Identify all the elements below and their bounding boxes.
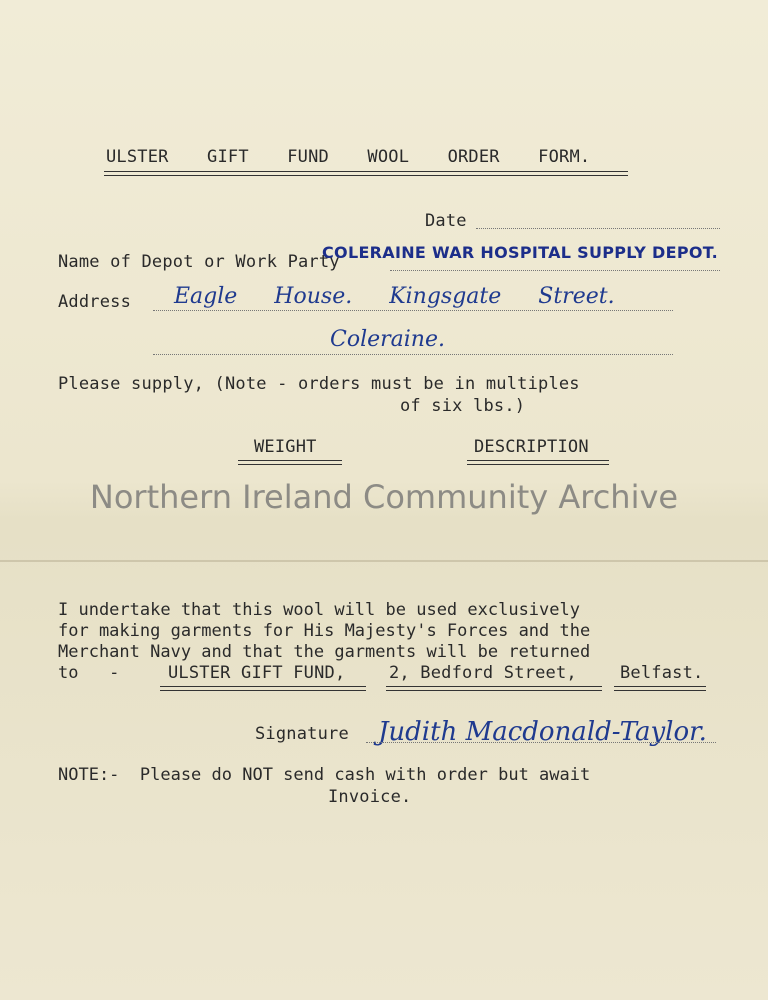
note-line-2: Invoice. [328,787,412,807]
description-heading: DESCRIPTION [474,437,589,457]
return-underline-fund-2 [160,690,366,691]
undertake-line-1: I undertake that this wool will be used exclusively [58,600,580,620]
supply-line-2: of six lbs.) [400,396,526,416]
form-title: ULSTER GIFT FUND WOOL ORDER FORM. [106,147,591,167]
return-underline-city-2 [614,690,706,691]
weight-heading: WEIGHT [254,437,317,457]
address-dotted-2 [153,354,673,355]
supply-line-1: Please supply, (Note - orders must be in multiples [58,374,580,394]
address-label: Address [58,292,132,312]
note-line-1: NOTE:- Please do NOT send cash with order but await [58,765,591,785]
return-underline-street [386,686,602,687]
depot-line [390,270,720,271]
return-city: Belfast. [620,663,704,683]
description-underline [467,460,609,461]
address-dotted-1 [153,310,673,311]
archive-watermark: Northern Ireland Community Archive [89,478,679,516]
return-underline-street-2 [386,690,602,691]
title-underline [104,171,628,172]
return-underline-fund [160,686,366,687]
undertake-line-2: for making garments for His Majesty's Forces and the [58,621,591,641]
undertake-line-3: Merchant Navy and that the garments will be returned [58,642,591,662]
return-underline-city [614,686,706,687]
return-street: 2, Bedford Street, [389,663,577,683]
depot-stamp: COLERAINE WAR HOSPITAL SUPPLY DEPOT. [322,243,718,262]
undertake-to: to - [58,663,120,683]
signature: Judith Macdonald-Taylor. [378,717,707,747]
address-line-1: Eagle House. Kingsgate Street. [174,284,615,309]
signature-line [366,742,716,743]
address-line-2: Coleraine. [330,327,445,352]
weight-underline-2 [238,464,342,465]
title-underline-2 [104,175,628,176]
signature-label: Signature [255,724,349,744]
paper-fold [0,560,768,562]
return-fund: ULSTER GIFT FUND, [168,663,346,683]
date-label: Date [425,211,467,231]
description-underline-2 [467,464,609,465]
date-line [476,228,720,229]
weight-underline [238,460,342,461]
depot-label: Name of Depot or Work Party [58,252,340,272]
